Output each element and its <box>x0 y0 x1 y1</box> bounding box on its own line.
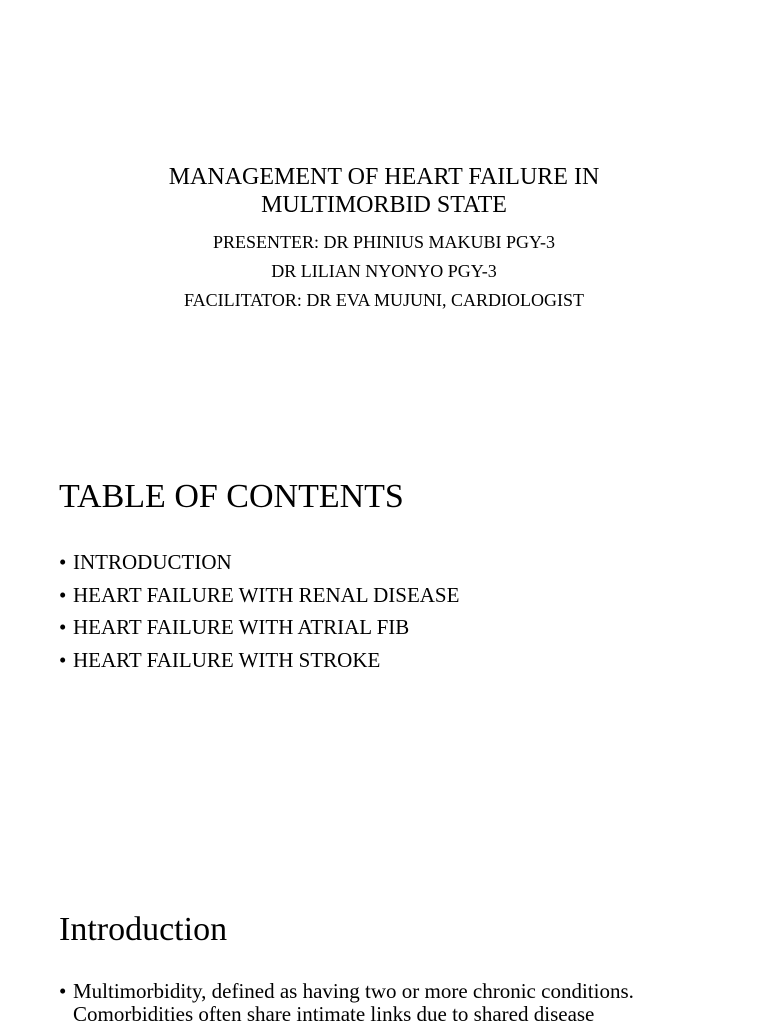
introduction-slide <box>0 870 768 1024</box>
bullet-icon: • <box>59 582 67 607</box>
facilitator-line: FACILITATOR: DR EVA MUJUNI, CARDIOLOGIST <box>183 290 585 310</box>
list-item-text: HEART FAILURE WITH STROKE <box>73 647 381 672</box>
slide-heading: TABLE OF CONTENTS <box>59 478 404 515</box>
bullet-icon: • <box>59 979 67 1003</box>
title-slide <box>0 0 768 430</box>
toc-list <box>59 546 459 676</box>
slide-heading: Introduction <box>59 911 228 948</box>
presentation-title <box>0 163 768 219</box>
list-item-text: Multimorbidity, defined as having two or more chronic conditions. Comorbidities often share intimate links due to shared disease <box>73 979 634 1026</box>
bullet-icon: • <box>59 647 67 672</box>
bullet-icon: • <box>59 615 67 639</box>
list-item <box>59 980 689 1026</box>
presenter-line: PRESENTER: DR PHINIUS MAKUBI PGY-3 <box>212 232 556 252</box>
list-item <box>59 611 459 644</box>
list-item-text: INTRODUCTION <box>73 550 232 574</box>
table-of-contents-slide <box>0 430 768 870</box>
intro-list <box>59 980 689 1026</box>
list-item <box>59 579 459 612</box>
list-item-text: HEART FAILURE WITH ATRIAL FIB <box>73 615 410 639</box>
presenter-info <box>0 228 768 315</box>
list-item <box>59 644 459 677</box>
bullet-icon: • <box>59 550 67 574</box>
list-item <box>59 546 459 579</box>
list-item-text: HEART FAILURE WITH RENAL DISEASE <box>73 582 460 607</box>
co-presenter-line: DR LILIAN NYONYO PGY-3 <box>271 261 497 281</box>
title-line: MANAGEMENT OF HEART FAILURE IN <box>168 164 600 190</box>
title-line: MULTIMORBID STATE <box>261 192 507 218</box>
